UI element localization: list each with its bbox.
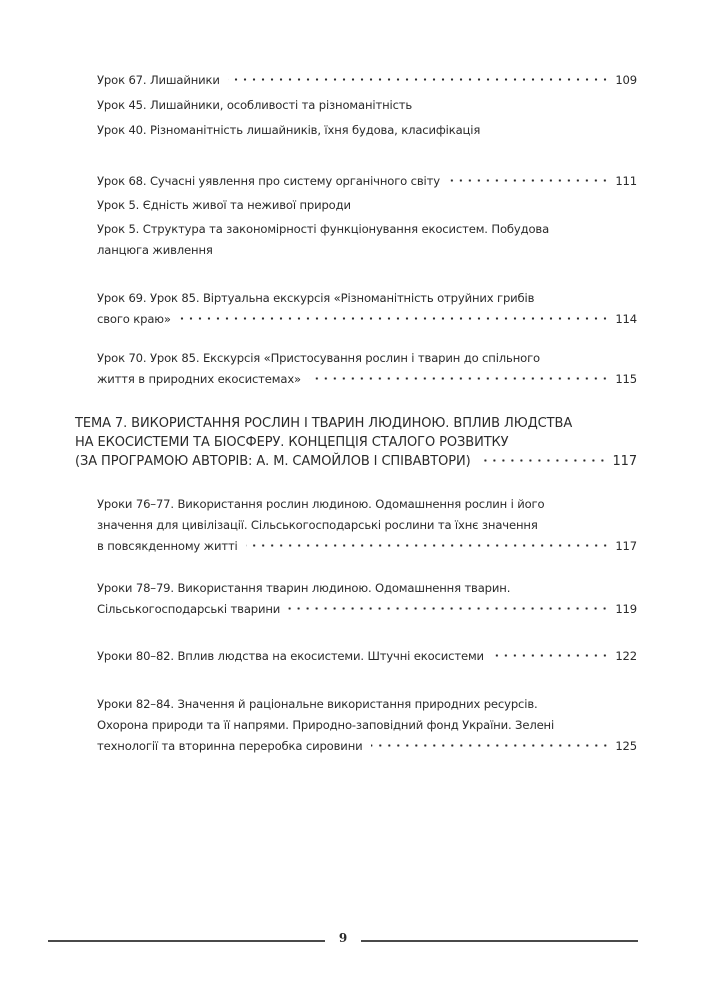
toc-line-text: (ЗА ПРОГРАМОЮ АВТОРІВ: А. М. САМОЙЛОВ І СПІВАВТОРИ): [75, 454, 471, 469]
toc-line-text: ланцюга живлення: [97, 243, 213, 257]
toc-line: [97, 494, 637, 515]
toc-line: [97, 120, 637, 141]
footer-rule-right: [361, 940, 638, 942]
toc-line: [97, 171, 637, 192]
toc-line-text: Охорона природи та її напрями. Природно-заповідний фонд України. Зелені: [97, 718, 555, 732]
toc-line: [97, 95, 637, 116]
toc-line: [97, 694, 637, 715]
toc-line: [75, 433, 637, 452]
toc-line-text: Уроки 78–79. Використання тварин людиною. Одомашнення тварин.: [97, 581, 511, 595]
dot-leader: [371, 744, 610, 747]
toc-entry[interactable]: [97, 195, 637, 216]
page-footer: [48, 933, 638, 947]
dot-leader: [448, 179, 609, 182]
dot-leader: [179, 317, 609, 320]
toc-entry[interactable]: [97, 494, 637, 557]
toc-page-number: 114: [615, 312, 637, 326]
toc-entry[interactable]: [97, 348, 637, 390]
toc-line-text: Сільськогосподарські тварини: [97, 602, 281, 616]
toc-entry[interactable]: [97, 694, 637, 757]
footer-rule-left: [48, 940, 325, 942]
toc-line-text: Уроки 76–77. Використання рослин людиною. Одомашнення рослин і його: [97, 497, 545, 511]
toc-line-text: ТЕМА 7. ВИКОРИСТАННЯ РОСЛИН І ТВАРИН ЛЮДИНОЮ. ВПЛИВ ЛЮДСТВА: [75, 416, 573, 431]
dot-leader: [492, 654, 609, 657]
toc-line: [97, 348, 637, 369]
toc-line: [75, 452, 637, 471]
toc-line-text: НА ЕКОСИСТЕМИ ТА БІОСФЕРУ. КОНЦЕПЦІЯ СТАЛОГО РОЗВИТКУ: [75, 435, 509, 450]
toc-line-text: в повсякденному житті: [97, 539, 238, 553]
toc-page-number: 117: [612, 454, 637, 469]
toc-entry[interactable]: [97, 288, 637, 330]
toc-page-number: 115: [615, 372, 637, 386]
dot-leader: [228, 78, 610, 81]
toc-theme-heading[interactable]: [75, 414, 637, 471]
toc-line-text: Урок 69. Урок 85. Віртуальна екскурсія «Різноманітність отруйних грибів: [97, 291, 535, 305]
toc-line: [97, 646, 637, 667]
toc-entry[interactable]: [97, 171, 637, 192]
toc-entry[interactable]: [97, 95, 637, 116]
toc-line: [97, 599, 637, 620]
toc-line: [97, 369, 637, 390]
toc-line: [97, 536, 637, 557]
toc-line: [97, 288, 637, 309]
toc-line-text: Урок 68. Сучасні уявлення про систему органічного світу: [97, 174, 440, 188]
page-number: 9: [338, 931, 348, 945]
toc-line-text: технології та вторинна переробка сировини: [97, 739, 363, 753]
toc-line: [97, 240, 637, 261]
toc-line: [97, 219, 637, 240]
toc-line-text: Урок 45. Лишайники, особливості та різноманітність: [97, 98, 413, 112]
dot-leader: [246, 544, 610, 547]
toc-line: [97, 195, 637, 216]
toc-page-number: 119: [615, 602, 637, 616]
toc-page-number: 125: [615, 739, 637, 753]
toc-line-text: Урок 67. Лишайники: [97, 73, 220, 87]
toc-line: [97, 309, 637, 330]
toc-line: [97, 715, 637, 736]
toc-line-text: Урок 40. Різноманітність лишайників, їхня будова, класифікація: [97, 123, 481, 137]
toc-line-text: Уроки 80–82. Вплив людства на екосистеми. Штучні екосистеми: [97, 649, 484, 663]
toc-page-number: 122: [615, 649, 637, 663]
toc-page-number: 111: [615, 174, 637, 188]
toc-entry[interactable]: [97, 646, 637, 667]
dot-leader: [479, 459, 607, 462]
toc-entry[interactable]: [97, 70, 637, 91]
toc-line: [97, 578, 637, 599]
toc-line-text: Уроки 82–84. Значення й раціональне використання природних ресурсів.: [97, 697, 538, 711]
toc-line-text: Урок 5. Єдність живої та неживої природи: [97, 198, 351, 212]
toc-line-text: значення для цивілізації. Сільськогосподарські рослини та їхнє значення: [97, 518, 538, 532]
toc-line-text: Урок 5. Структура та закономірності функціонування екосистем. Побудова: [97, 222, 550, 236]
toc-entry[interactable]: [97, 578, 637, 620]
toc-line: [97, 736, 637, 757]
toc-page-number: 117: [615, 539, 637, 553]
dot-leader: [309, 377, 609, 380]
toc-entry[interactable]: [97, 120, 637, 141]
toc-line-text: життя в природних екосистемах»: [97, 372, 301, 386]
toc-line: [97, 70, 637, 91]
toc-entry[interactable]: [97, 219, 637, 261]
toc-line: [75, 414, 637, 433]
toc-line-text: Урок 70. Урок 85. Екскурсія «Пристосування рослин і тварин до спільного: [97, 351, 540, 365]
toc-line: [97, 515, 637, 536]
dot-leader: [288, 607, 609, 610]
toc-line-text: свого краю»: [97, 312, 171, 326]
toc-page-number: 109: [615, 73, 637, 87]
